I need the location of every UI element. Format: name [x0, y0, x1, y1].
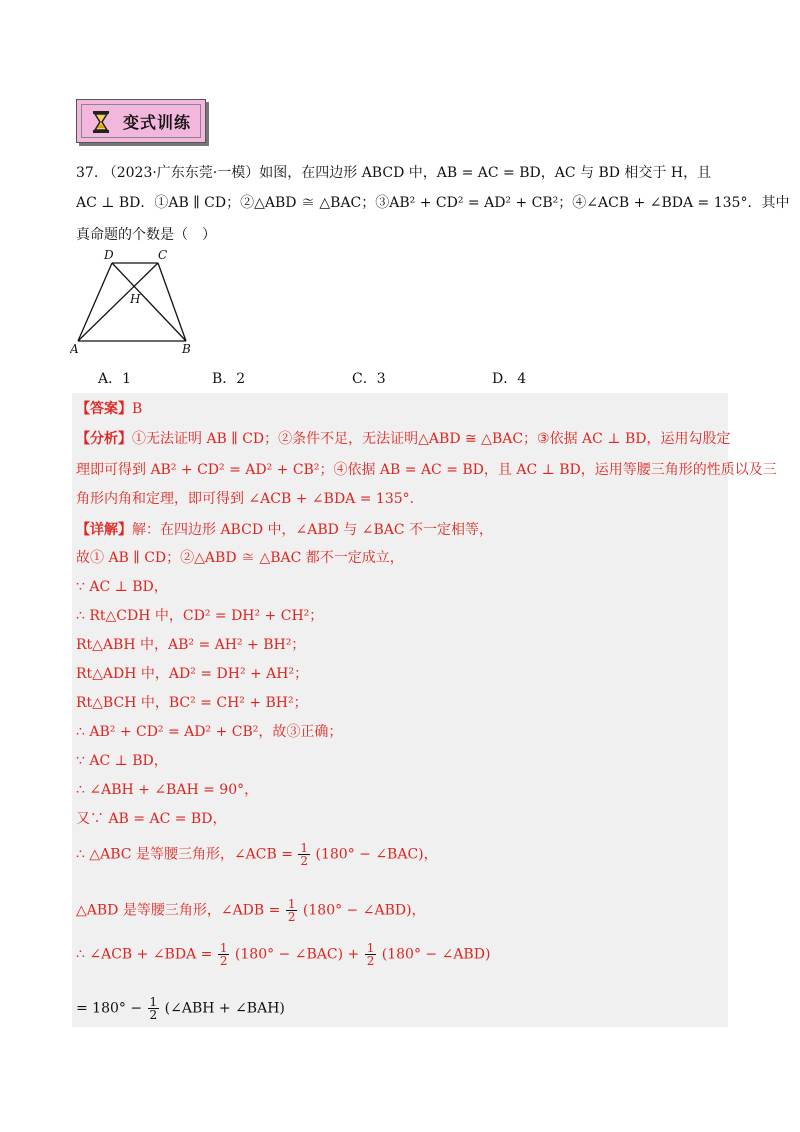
detail-15-end: (∠ABH + ∠BAH): [164, 1000, 285, 1017]
edge-bc: [158, 263, 186, 341]
question-line-1: [76, 162, 711, 182]
fraction-half: $\frac{1}{2}$: [287, 897, 296, 924]
detail-14-end: (180° − ∠ABD): [381, 946, 491, 963]
detail-13-end: (180° − ∠ABD)，: [302, 902, 426, 919]
question-line-2: AC ⊥ BD．①AB ∥ CD；②△ABD ≅ △BAC；③AB² + CD² = AD² + CB²；④∠ACB + ∠BDA = 135°．其中: [76, 195, 790, 211]
option-a[interactable]: A．1: [98, 371, 132, 387]
analysis-line-1: [76, 428, 730, 448]
fraction-half: $\frac{1}{2}$: [149, 995, 158, 1022]
detail-12-end: (180° − ∠BAC)，: [315, 846, 438, 863]
answer-value: B: [132, 401, 143, 417]
analysis-line-3: 角形内角和定理，即可得到 ∠ACB + ∠BDA = 135°．: [76, 491, 424, 507]
diagonal-ac: [78, 263, 158, 341]
answer-tag: 【答案】: [76, 401, 132, 417]
section-badge: [76, 99, 206, 143]
diagonal-bd: [112, 263, 186, 341]
label-h: H: [130, 292, 141, 306]
detail-13-start: △ABD 是等腰三角形，∠ADB =: [76, 902, 281, 919]
label-a: A: [70, 342, 79, 356]
detail-line-4: ∴ Rt△CDH 中，CD² = DH² + CH²；: [76, 608, 324, 624]
analysis-text-1: ①无法证明 AB ∥ CD；②条件不足，无法证明△ABD ≅ △BAC；③依据 AC ⊥ BD，运用勾股定: [132, 431, 731, 447]
label-c: C: [158, 248, 168, 262]
detail-line-12: [76, 842, 438, 867]
detail-line-9: ∵ AC ⊥ BD，: [76, 753, 168, 769]
detail-15-start: = 180° −: [76, 1000, 143, 1017]
detail-14-start: ∴ ∠ACB + ∠BDA =: [76, 946, 213, 963]
detail-line-11: 又∵ AB = AC = BD，: [76, 811, 227, 827]
detail-line-1: [76, 519, 493, 539]
detail-14-mid: (180° − ∠BAC) +: [234, 946, 360, 963]
detail-line-14: [76, 942, 490, 967]
fraction-half: $\frac{1}{2}$: [300, 841, 309, 868]
fraction-half: $\frac{1}{2}$: [219, 941, 228, 968]
hourglass-icon: [91, 110, 111, 134]
label-d: D: [104, 248, 114, 262]
detail-line-3: ∵ AC ⊥ BD，: [76, 579, 168, 595]
analysis-line-2: 理即可得到 AB² + CD² = AD² + CB²；④依据 AB = AC = BD，且 AC ⊥ BD，运用等腰三角形的性质以及三: [76, 462, 777, 478]
detail-tag: 【详解】: [76, 522, 132, 538]
detail-12-start: ∴ △ABC 是等腰三角形，∠ACB =: [76, 846, 293, 863]
detail-line-5: Rt△ABH 中，AB² = AH² + BH²；: [76, 637, 306, 653]
detail-line-6: Rt△ADH 中，AD² = DH² + AH²；: [76, 666, 309, 682]
fraction-half: $\frac{1}{2}$: [366, 941, 375, 968]
badge-label: 变式训练: [123, 113, 192, 132]
option-c[interactable]: C．3: [352, 371, 386, 387]
detail-line-10: ∴ ∠ABH + ∠BAH = 90°，: [76, 782, 259, 798]
question-number: 37.: [76, 165, 99, 181]
label-b: B: [182, 342, 191, 356]
question-text-1: （2023·广东东莞·一模）如图，在四边形 ABCD 中，AB = AC = BD，AC 与 BD 相交于 H，且: [102, 165, 712, 181]
edge-ad: [78, 263, 112, 341]
quadrilateral-figure: [70, 245, 200, 357]
detail-line-2: 故① AB ∥ CD；②△ABD ≅ △BAC 都不一定成立，: [76, 550, 404, 566]
option-b[interactable]: B．2: [212, 371, 246, 387]
question-line-3: 真命题的个数是（ ）: [76, 227, 216, 243]
analysis-tag: 【分析】: [76, 431, 132, 447]
answer-line: [76, 398, 142, 418]
detail-line-13: [76, 898, 426, 923]
detail-line-7: Rt△BCH 中，BC² = CH² + BH²；: [76, 695, 308, 711]
option-d[interactable]: D．4: [492, 371, 527, 387]
detail-line-15: [76, 996, 285, 1021]
detail-line-8: ∴ AB² + CD² = AD² + CB²，故③正确；: [76, 724, 343, 740]
detail-text-1: 解：在四边形 ABCD 中，∠ABD 与 ∠BAC 不一定相等，: [132, 522, 494, 538]
